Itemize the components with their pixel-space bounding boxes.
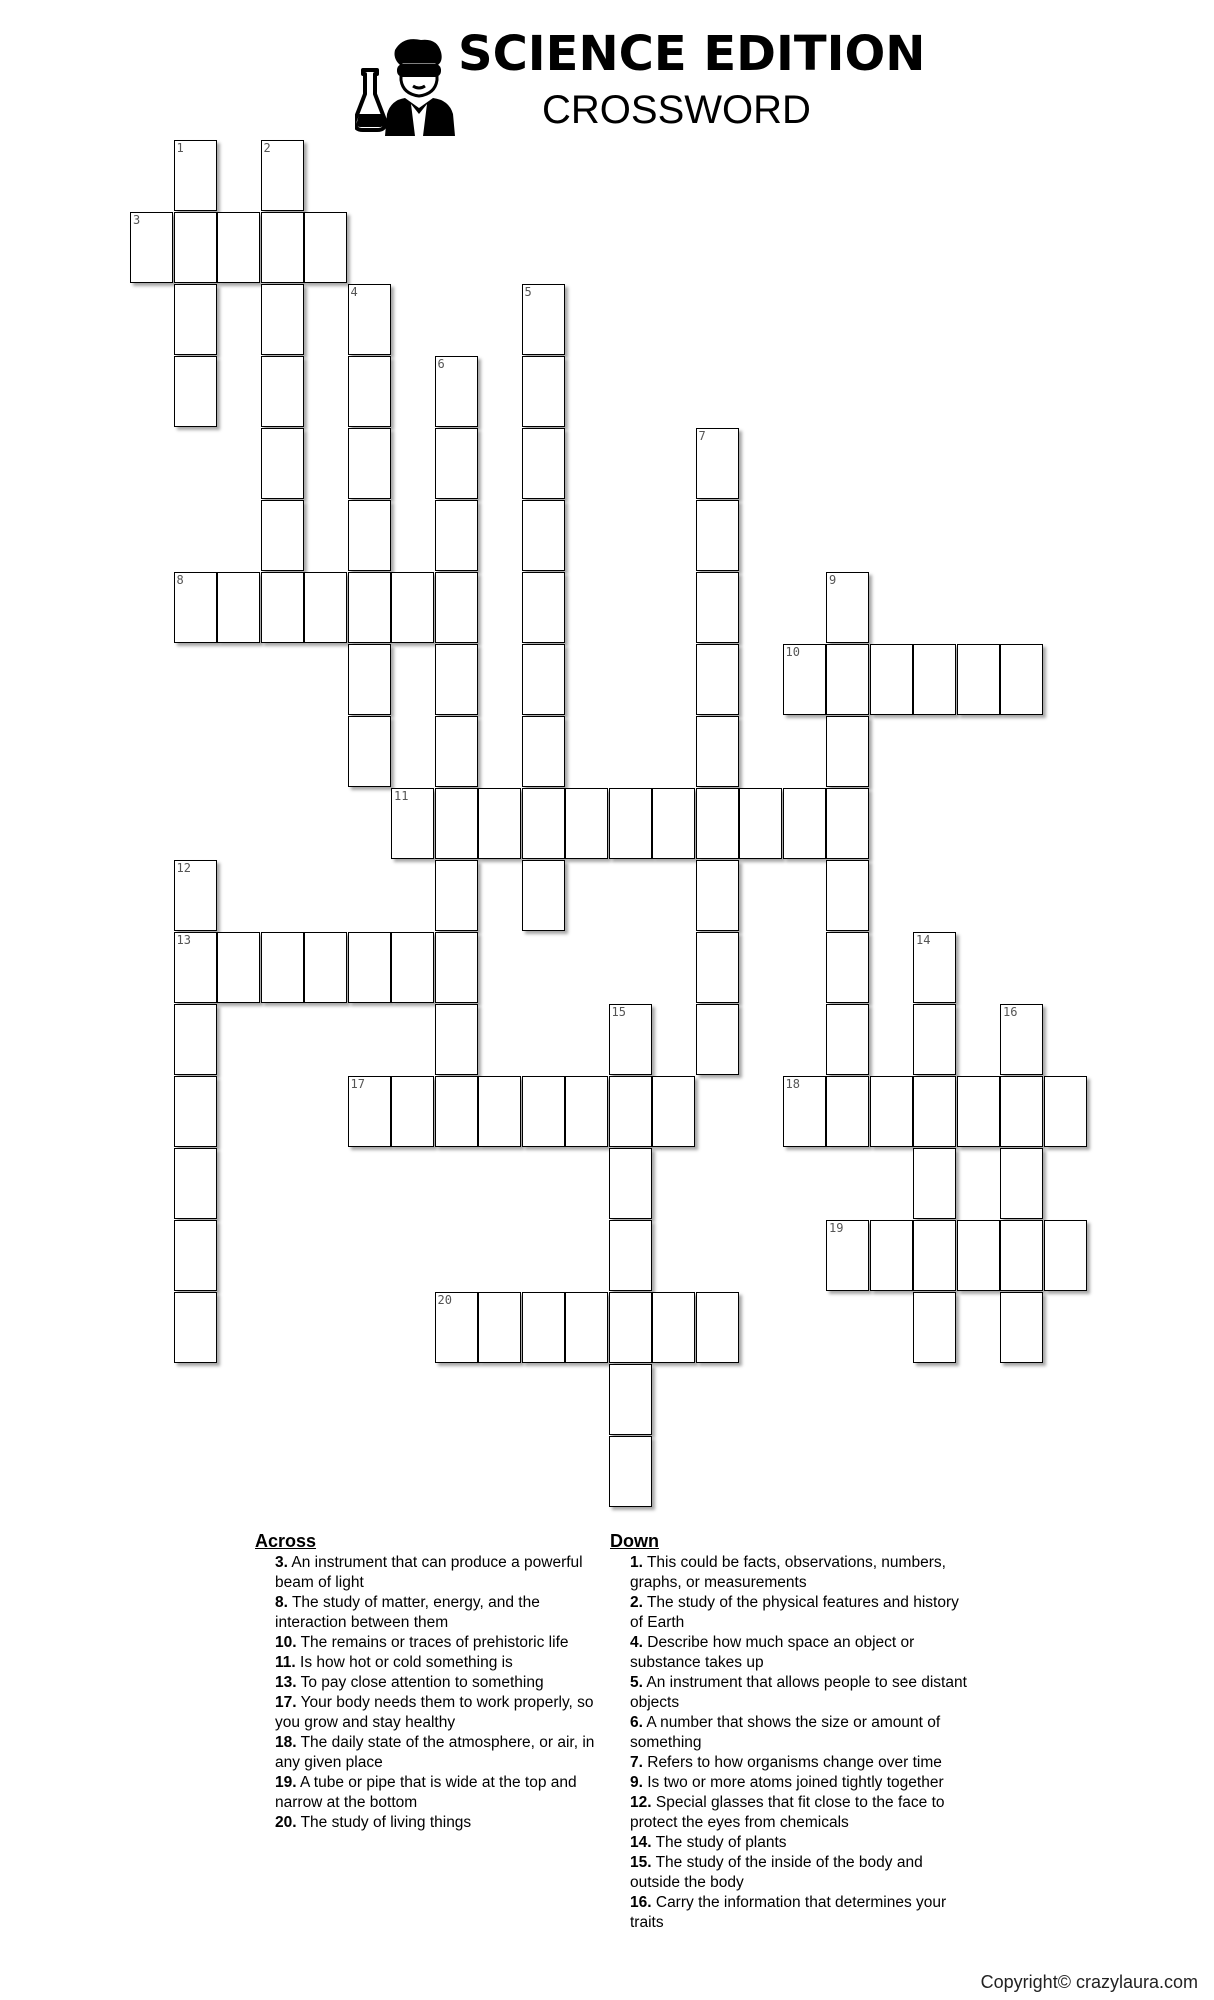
grid-cell[interactable] <box>348 932 391 1003</box>
grid-cell[interactable] <box>609 1004 652 1075</box>
grid-cell[interactable] <box>826 716 869 787</box>
down-heading: Down <box>610 1531 659 1551</box>
clue-number: 19 <box>829 1221 844 1235</box>
clue-text: The study of living things <box>296 1814 472 1831</box>
grid-cell[interactable] <box>435 1076 478 1147</box>
grid-cell[interactable] <box>913 1148 956 1219</box>
grid-cell[interactable] <box>174 1004 217 1075</box>
clue-num: 2. <box>630 1594 643 1611</box>
grid-cell[interactable] <box>1000 1220 1043 1291</box>
grid-cell[interactable] <box>478 1292 521 1363</box>
grid-cell[interactable] <box>826 860 869 931</box>
grid-cell[interactable] <box>522 1076 565 1147</box>
grid-cell[interactable] <box>826 1076 869 1147</box>
grid-cell[interactable] <box>913 644 956 715</box>
grid-cell[interactable] <box>913 1004 956 1075</box>
grid-cell[interactable] <box>913 932 956 1003</box>
clue-text: To pay close attention to something <box>296 1674 544 1691</box>
clue-num: 1. <box>630 1554 643 1571</box>
grid-cell[interactable] <box>870 1076 913 1147</box>
grid-cell[interactable] <box>435 1292 478 1363</box>
grid-cell[interactable] <box>609 1364 652 1435</box>
grid-cell[interactable] <box>435 788 478 859</box>
down-clue <box>610 1753 975 1773</box>
grid-cell[interactable] <box>783 788 826 859</box>
across-clue-list <box>255 1553 600 1833</box>
across-heading: Across <box>255 1531 317 1551</box>
grid-cell[interactable] <box>522 500 565 571</box>
grid-cell[interactable] <box>261 356 304 427</box>
grid-cell[interactable] <box>739 788 782 859</box>
down-clue <box>610 1833 975 1853</box>
clue-num: 5. <box>630 1674 643 1691</box>
clue-number: 18 <box>785 1077 800 1091</box>
clue-num: 8. <box>275 1594 288 1611</box>
grid-cell[interactable] <box>261 572 304 643</box>
clue-number: 15 <box>611 1005 626 1019</box>
grid-cell[interactable] <box>1000 1148 1043 1219</box>
grid-cell[interactable] <box>826 932 869 1003</box>
grid-cell[interactable] <box>609 1148 652 1219</box>
grid-cell[interactable] <box>522 860 565 931</box>
grid-cell[interactable] <box>957 1076 1000 1147</box>
grid-cell[interactable] <box>261 140 304 211</box>
down-clue <box>610 1793 975 1833</box>
grid-cell[interactable] <box>391 572 434 643</box>
clue-text: An instrument that allows people to see distant objects <box>630 1674 967 1711</box>
across-clue <box>255 1593 600 1633</box>
down-clues <box>610 1530 975 1933</box>
grid-cell[interactable] <box>1000 1004 1043 1075</box>
grid-cell[interactable] <box>174 284 217 355</box>
grid-cell[interactable] <box>522 788 565 859</box>
clue-num: 12. <box>630 1794 652 1811</box>
page-title: SCIENCE EDITION <box>458 26 926 82</box>
grid-cell[interactable] <box>304 572 347 643</box>
clue-text: Is how hot or cold something is <box>295 1654 513 1671</box>
grid-cell[interactable] <box>565 1292 608 1363</box>
clue-text: The study of the physical features and history of Earth <box>630 1594 959 1631</box>
clue-num: 10. <box>275 1634 297 1651</box>
across-clue <box>255 1633 600 1653</box>
grid-cell[interactable] <box>696 716 739 787</box>
across-clues <box>255 1530 600 1833</box>
grid-cell[interactable] <box>174 212 217 283</box>
grid-cell[interactable] <box>1000 1292 1043 1363</box>
grid-cell[interactable] <box>435 716 478 787</box>
clue-num: 9. <box>630 1774 643 1791</box>
clue-number: 9 <box>829 573 837 587</box>
grid-cell[interactable] <box>696 788 739 859</box>
clue-number: 20 <box>437 1293 452 1307</box>
grid-cell[interactable] <box>261 212 304 283</box>
grid-cell[interactable] <box>696 932 739 1003</box>
grid-cell[interactable] <box>696 500 739 571</box>
grid-cell[interactable] <box>870 644 913 715</box>
clue-text: A tube or pipe that is wide at the top and narrow at the bottom <box>275 1774 577 1811</box>
grid-cell[interactable] <box>913 1292 956 1363</box>
clue-number: 7 <box>698 429 706 443</box>
grid-cell[interactable] <box>913 1220 956 1291</box>
grid-cell[interactable] <box>522 644 565 715</box>
down-clue <box>610 1673 975 1713</box>
clue-num: 18. <box>275 1734 297 1751</box>
clue-num: 15. <box>630 1854 652 1871</box>
grid-cell[interactable] <box>174 1220 217 1291</box>
clue-text: The remains or traces of prehistoric life <box>296 1634 569 1651</box>
down-clue <box>610 1893 975 1933</box>
clue-number: 11 <box>394 789 409 803</box>
clue-number: 2 <box>263 141 271 155</box>
grid-cell[interactable] <box>391 1076 434 1147</box>
grid-cell[interactable] <box>174 1076 217 1147</box>
grid-cell[interactable] <box>522 716 565 787</box>
clue-number: 12 <box>176 861 191 875</box>
grid-cell[interactable] <box>348 428 391 499</box>
down-clue <box>610 1633 975 1673</box>
clue-text: The study of the inside of the body and outside the body <box>630 1854 923 1891</box>
across-clue <box>255 1553 600 1593</box>
grid-cell[interactable] <box>435 932 478 1003</box>
clue-num: 17. <box>275 1694 297 1711</box>
grid-cell[interactable] <box>826 788 869 859</box>
down-clue-list <box>610 1553 975 1933</box>
clue-text: An instrument that can produce a powerful beam of light <box>275 1554 583 1591</box>
grid-cell[interactable] <box>304 932 347 1003</box>
clue-text: The study of plants <box>651 1834 787 1851</box>
clue-text: Your body needs them to work properly, so you grow and stay healthy <box>275 1694 594 1731</box>
clue-text: Refers to how organisms change over time <box>642 1754 942 1771</box>
grid-cell[interactable] <box>130 212 173 283</box>
grid-cell[interactable] <box>522 572 565 643</box>
grid-cell[interactable] <box>174 1148 217 1219</box>
grid-cell[interactable] <box>217 212 260 283</box>
clue-text: The daily state of the atmosphere, or air, in any given place <box>275 1734 595 1771</box>
grid-cell[interactable] <box>435 860 478 931</box>
grid-cell[interactable] <box>348 500 391 571</box>
grid-cell[interactable] <box>304 212 347 283</box>
grid-cell[interactable] <box>174 860 217 931</box>
down-clue <box>610 1593 975 1633</box>
clue-text: Special glasses that fit close to the face to protect the eyes from chemicals <box>630 1794 945 1831</box>
page-subtitle: CROSSWORD <box>542 88 811 132</box>
grid-cell[interactable] <box>174 932 217 1003</box>
clue-num: 11. <box>275 1654 296 1671</box>
grid-cell[interactable] <box>565 788 608 859</box>
down-clue <box>610 1853 975 1893</box>
grid-cell[interactable] <box>261 428 304 499</box>
clue-number: 4 <box>350 285 358 299</box>
grid-cell[interactable] <box>1044 1076 1087 1147</box>
grid-cell[interactable] <box>870 1220 913 1291</box>
grid-cell[interactable] <box>696 1292 739 1363</box>
grid-cell[interactable] <box>348 716 391 787</box>
grid-cell[interactable] <box>522 356 565 427</box>
clue-number: 1 <box>176 141 184 155</box>
grid-cell[interactable] <box>696 428 739 499</box>
copyright-text: Copyright© crazylaura.com <box>980 1972 1198 1992</box>
grid-cell[interactable] <box>652 1292 695 1363</box>
clue-number: 13 <box>176 933 191 947</box>
grid-cell[interactable] <box>609 1292 652 1363</box>
grid-cell[interactable] <box>261 284 304 355</box>
clue-num: 6. <box>630 1714 643 1731</box>
grid-cell[interactable] <box>609 1076 652 1147</box>
grid-cell[interactable] <box>652 1076 695 1147</box>
grid-cell[interactable] <box>478 1076 521 1147</box>
clue-text: Is two or more atoms joined tightly together <box>642 1774 944 1791</box>
grid-cell[interactable] <box>826 1220 869 1291</box>
clue-number: 17 <box>350 1077 365 1091</box>
clue-number: 14 <box>916 933 931 947</box>
grid-cell[interactable] <box>217 932 260 1003</box>
grid-cell[interactable] <box>261 932 304 1003</box>
across-clue <box>255 1653 600 1673</box>
clues-section <box>255 1530 975 1970</box>
grid-cell[interactable] <box>1044 1220 1087 1291</box>
grid-cell[interactable] <box>957 1220 1000 1291</box>
clue-number: 6 <box>437 357 445 371</box>
grid-cell[interactable] <box>348 1076 391 1147</box>
grid-cell[interactable] <box>522 1292 565 1363</box>
grid-cell[interactable] <box>826 644 869 715</box>
grid-cell[interactable] <box>348 356 391 427</box>
clue-num: 4. <box>630 1634 643 1651</box>
grid-cell[interactable] <box>478 788 521 859</box>
grid-cell[interactable] <box>609 1220 652 1291</box>
across-clue <box>255 1813 600 1833</box>
grid-cell[interactable] <box>696 572 739 643</box>
grid-cell[interactable] <box>435 572 478 643</box>
clue-num: 13. <box>275 1674 297 1691</box>
grid-cell[interactable] <box>783 644 826 715</box>
clue-text: Describe how much space an object or substance takes up <box>630 1634 915 1671</box>
grid-cell[interactable] <box>174 356 217 427</box>
clue-text: The study of matter, energy, and the interaction between them <box>275 1594 540 1631</box>
grid-cell[interactable] <box>435 428 478 499</box>
clue-text: A number that shows the size or amount of something <box>630 1714 941 1751</box>
across-clue <box>255 1693 600 1733</box>
clue-num: 14. <box>630 1834 652 1851</box>
clue-num: 19. <box>275 1774 297 1791</box>
grid-cell[interactable] <box>435 356 478 427</box>
clue-number: 5 <box>524 285 532 299</box>
grid-cell[interactable] <box>217 572 260 643</box>
clue-text: Carry the information that determines your traits <box>630 1894 947 1931</box>
grid-cell[interactable] <box>391 932 434 1003</box>
grid-cell[interactable] <box>391 788 434 859</box>
grid-cell[interactable] <box>957 644 1000 715</box>
clue-text: This could be facts, observations, numbers, graphs, or measurements <box>630 1554 946 1591</box>
clue-number: 8 <box>176 573 184 587</box>
grid-cell[interactable] <box>913 1076 956 1147</box>
grid-cell[interactable] <box>435 1004 478 1075</box>
across-clue <box>255 1673 600 1693</box>
grid-cell[interactable] <box>1000 1076 1043 1147</box>
across-clue <box>255 1733 600 1773</box>
down-clue <box>610 1773 975 1793</box>
grid-cell[interactable] <box>522 284 565 355</box>
down-clue <box>610 1713 975 1753</box>
clue-num: 16. <box>630 1894 652 1911</box>
grid-cell[interactable] <box>609 788 652 859</box>
grid-cell[interactable] <box>522 428 565 499</box>
down-clue <box>610 1553 975 1593</box>
grid-cell[interactable] <box>565 1076 608 1147</box>
grid-cell[interactable] <box>652 788 695 859</box>
clue-num: 20. <box>275 1814 297 1831</box>
clue-num: 7. <box>630 1754 643 1771</box>
grid-cell[interactable] <box>609 1436 652 1507</box>
grid-cell[interactable] <box>696 860 739 931</box>
grid-cell[interactable] <box>696 644 739 715</box>
grid-cell[interactable] <box>348 644 391 715</box>
grid-cell[interactable] <box>348 572 391 643</box>
grid-cell[interactable] <box>826 1004 869 1075</box>
grid-cell[interactable] <box>174 572 217 643</box>
grid-cell[interactable] <box>435 500 478 571</box>
clue-number: 16 <box>1003 1005 1018 1019</box>
grid-cell[interactable] <box>174 1292 217 1363</box>
grid-cell[interactable] <box>261 500 304 571</box>
grid-cell[interactable] <box>435 644 478 715</box>
grid-cell[interactable] <box>783 1076 826 1147</box>
grid-cell[interactable] <box>696 1004 739 1075</box>
grid-cell[interactable] <box>1000 644 1043 715</box>
across-clue <box>255 1773 600 1813</box>
grid-cell[interactable] <box>174 140 217 211</box>
grid-cell[interactable] <box>826 572 869 643</box>
grid-cell[interactable] <box>348 284 391 355</box>
clue-number: 3 <box>133 213 141 227</box>
clue-num: 3. <box>275 1554 288 1571</box>
clue-number: 10 <box>785 645 800 659</box>
